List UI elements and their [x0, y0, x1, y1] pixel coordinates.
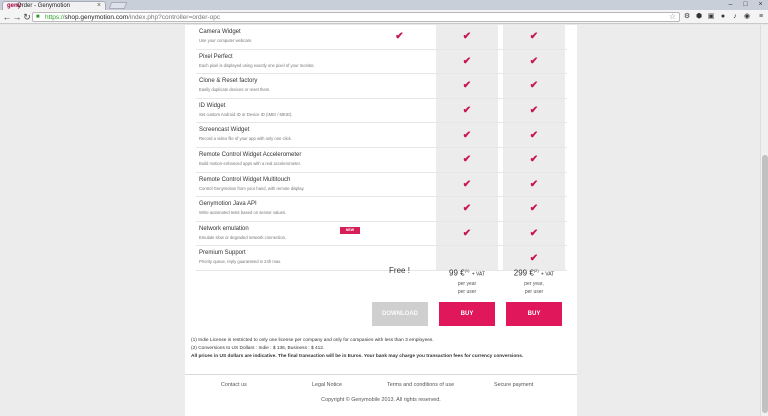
back-icon[interactable]: ← [2, 12, 12, 22]
feature-row [196, 74, 567, 99]
plan-indie-cell [436, 222, 498, 247]
note-conversions: (2) Conversions to US Dollars : Indie : $ 136, Business : $ 412. [191, 346, 325, 351]
legal-notice-link[interactable]: Legal Notice [312, 382, 342, 388]
feature-name: Network emulation [199, 225, 249, 232]
feature-name: Camera Widget [199, 29, 241, 35]
feature-description: Easily duplicate devices or reset them. [199, 87, 271, 93]
feature-name: ID Widget [199, 102, 226, 109]
feature-row [196, 123, 567, 148]
plan-business-header [503, 266, 565, 296]
plan-indie-cell [436, 197, 498, 222]
close-window-icon[interactable]: × [758, 1, 763, 8]
plan-business-cell [503, 25, 565, 50]
footer-divider [185, 374, 577, 375]
checkmark-icon: ✔ [529, 31, 539, 43]
feature-name: Screencast Widget [199, 127, 250, 134]
extension-gear-icon[interactable]: ⚙ [683, 13, 691, 20]
feature-row [196, 99, 567, 124]
plan-free-cell [368, 74, 431, 99]
plan-indie-cell [436, 50, 498, 75]
page-scrollbar[interactable] [760, 25, 768, 416]
forward-icon[interactable]: → [12, 12, 22, 22]
feature-description: Control Genymotion from your hand, with remote display. [199, 185, 305, 191]
checkmark-icon: ✔ [529, 80, 539, 92]
plan-business-cell [503, 123, 565, 148]
url-text: https://shop.genymotion.com/index.php?controller=order-opc [45, 14, 221, 21]
download-button[interactable]: DOWNLOAD [372, 302, 428, 326]
plan-indie-price: 99 €$^{(1)}$ + VAT [449, 268, 485, 278]
feature-comparison-table [196, 25, 567, 271]
browser-toolbar [0, 10, 768, 24]
star-icon[interactable]: ☆ [668, 12, 676, 21]
menu-icon[interactable]: ≡ [758, 13, 764, 20]
plan-business-unit: per user [524, 288, 544, 295]
feature-name: Pixel Perfect [199, 53, 233, 60]
feature-description: Each pixel is displayed using exactly one pixel of your monitor. [199, 62, 315, 68]
note-currency: All prices in US dollars are indicative. The final transaction will be in Euros. Your bank may charge you transaction fees for currency conversions. [191, 354, 524, 359]
plan-indie-cell [436, 148, 498, 173]
plan-free-cell [368, 99, 431, 124]
buy-indie-button[interactable]: BUY [439, 302, 495, 326]
window-controls [723, 0, 768, 10]
feature-row [196, 148, 567, 173]
address-bar[interactable] [32, 12, 680, 22]
plan-business-cell [503, 173, 565, 198]
maximize-icon[interactable]: □ [743, 1, 748, 8]
plan-indie-cell [436, 74, 498, 99]
checkmark-icon: ✔ [462, 80, 472, 92]
checkmark-icon: ✔ [529, 105, 539, 117]
new-tab-button[interactable] [109, 2, 128, 9]
plan-free-cell [368, 173, 431, 198]
pricing-notes [191, 337, 571, 361]
reload-icon[interactable]: ↻ [23, 12, 31, 22]
checkmark-icon: ✔ [462, 178, 472, 190]
extension-bell-icon[interactable]: ♪ [733, 13, 737, 20]
plan-free-cell [368, 123, 431, 148]
tab-title: Order - Genymotion [17, 3, 71, 9]
plan-business-period: per year, [524, 280, 544, 287]
plan-business-cell [503, 148, 565, 173]
plan-indie-period: per year [457, 280, 477, 287]
feature-name: Genymotion Java API [199, 201, 257, 208]
scrollbar-thumb[interactable] [762, 155, 768, 413]
feature-name: Premium Support [199, 250, 246, 257]
feature-description: Record a video file of your app with only one click. [199, 136, 292, 142]
checkmark-icon: ✔ [529, 252, 539, 264]
browser-tab[interactable] [2, 1, 106, 10]
checkmark-icon: ✔ [529, 228, 539, 240]
extension-stop-icon[interactable]: ⬢ [695, 13, 703, 20]
plan-free-price: Free ! [389, 266, 410, 275]
plan-indie-unit: per user [457, 288, 477, 295]
checkmark-icon: ✔ [462, 105, 472, 117]
plan-indie-cell [436, 99, 498, 124]
feature-description: Emulate slow or degraded network connection. [199, 234, 287, 240]
plan-free-cell [368, 222, 431, 247]
checkmark-icon: ✔ [529, 129, 539, 141]
checkmark-icon: ✔ [529, 203, 539, 215]
plan-free-cell [368, 50, 431, 75]
page-viewport [0, 25, 760, 416]
checkmark-icon: ✔ [529, 154, 539, 166]
contact-us-link[interactable]: Contact us [221, 382, 247, 388]
buy-business-button[interactable]: BUY [506, 302, 562, 326]
copyright-text: Copyright © Genymobile 2013. All rights reserved. [321, 397, 441, 403]
secure-payment-link[interactable]: Secure payment [494, 382, 534, 388]
extension-user-icon[interactable]: ◉ [743, 13, 751, 20]
checkmark-icon: ✔ [529, 178, 539, 190]
terms-link[interactable]: Terms and conditions of use [387, 382, 455, 388]
plan-free-header [368, 266, 431, 296]
minimize-icon[interactable]: – [728, 1, 733, 8]
feature-row [196, 173, 567, 198]
new-badge: NEW [340, 227, 360, 234]
checkmark-icon: ✔ [462, 154, 472, 166]
feature-description: Use your computer webcam. [199, 38, 253, 43]
feature-description: Set custom Android ID or Device ID (IMEI / MEID). [199, 111, 293, 117]
plan-free-cell [368, 25, 431, 50]
feature-name: Clone & Reset factory [199, 78, 258, 85]
plan-indie-cell [436, 123, 498, 148]
extension-circle-icon[interactable]: ● [720, 13, 726, 20]
feature-row [196, 50, 567, 75]
feature-row [196, 197, 567, 222]
plan-business-cell [503, 74, 565, 99]
feature-description: Priority queue, reply guaranteed in 24h max. [199, 259, 282, 265]
plan-indie-cell [436, 173, 498, 198]
checkmark-icon: ✔ [462, 55, 472, 67]
plan-indie-header [436, 266, 498, 296]
plan-business-cell [503, 197, 565, 222]
feature-description: Write automated tests based on sensor values. [199, 210, 287, 216]
footer-links [185, 381, 577, 389]
close-tab-icon[interactable]: × [96, 2, 101, 9]
checkmark-icon: ✔ [462, 31, 472, 43]
plan-indie-cell [436, 25, 498, 50]
note-indie-license: (1) Indie License is restricted to only one license per company and only for companies with less than 3 employees. [191, 338, 434, 343]
feature-name: Remote Control Widget Multitouch [199, 176, 291, 183]
genymotion-favicon-icon: geny [7, 3, 22, 9]
plan-business-price: 299 €$^{(2)}$ + VAT [513, 268, 555, 278]
feature-row [196, 25, 567, 50]
plan-business-cell [503, 222, 565, 247]
checkmark-icon: ✔ [462, 203, 472, 215]
extension-pocket-icon[interactable]: ▣ [707, 13, 715, 20]
plan-free-cell [368, 148, 431, 173]
tab-strip [0, 0, 768, 10]
plan-business-cell [503, 99, 565, 124]
feature-row [196, 222, 567, 247]
checkmark-icon: ✔ [395, 31, 404, 43]
checkmark-icon: ✔ [462, 228, 472, 240]
feature-description: Build motion-enhanced apps with a real accelerometer. [199, 160, 301, 166]
checkmark-icon: ✔ [529, 55, 539, 67]
checkmark-icon: ✔ [462, 129, 472, 141]
plan-business-cell [503, 50, 565, 75]
lock-icon: ■ [36, 14, 40, 20]
plan-free-cell [368, 197, 431, 222]
feature-name: Remote Control Widget Accelerometer [199, 151, 302, 158]
